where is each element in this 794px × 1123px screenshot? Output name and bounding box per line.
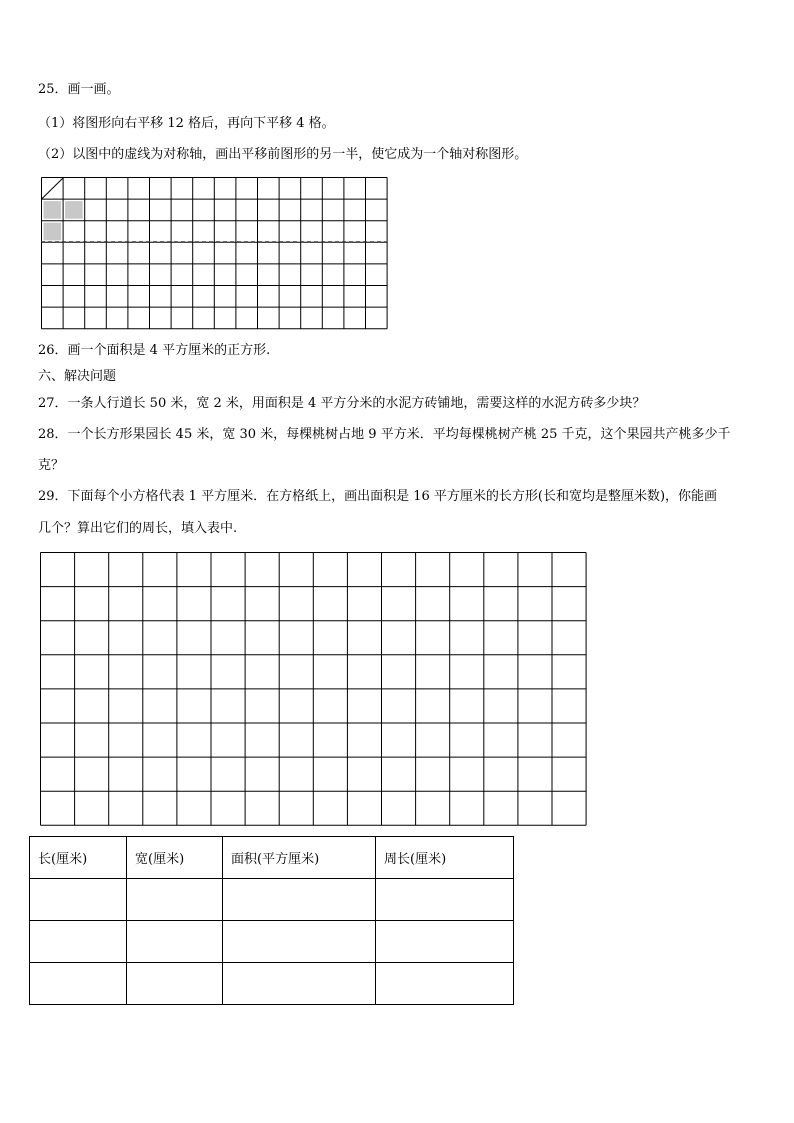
answer-cell[interactable] <box>223 879 376 921</box>
q28-line2: 克？ <box>38 458 65 473</box>
answer-cell[interactable] <box>127 921 223 963</box>
header-area: 面积(平方厘米) <box>223 837 376 879</box>
answer-cell[interactable] <box>223 963 376 1005</box>
answer-table <box>29 836 514 1005</box>
q26-text: 26．画一个面积是 4 平方厘米的正方形. <box>38 343 271 358</box>
q25-grid[interactable] <box>41 177 388 330</box>
q28-line1: 28．一个长方形果园长 45 米，宽 30 米，每棵桃树占地 9 平方米．平均每棵桃树产桃 25 千克，这个果园共产桃多少千 <box>38 427 731 442</box>
shaded-cell <box>44 223 62 241</box>
answer-cell[interactable] <box>30 963 127 1005</box>
header-length: 长(厘米) <box>30 837 127 879</box>
answer-cell[interactable] <box>127 963 223 1005</box>
header-perimeter: 周长(厘米) <box>376 837 514 879</box>
q29-line2: 几个？算出它们的周长，填入表中. <box>38 521 238 536</box>
table-row[interactable] <box>30 963 514 1005</box>
shaded-cell <box>44 201 62 219</box>
answer-cell[interactable] <box>376 963 514 1005</box>
table-row[interactable] <box>30 879 514 921</box>
header-width: 宽(厘米) <box>127 837 223 879</box>
q25-part2: （2）以图中的虚线为对称轴，画出平移前图形的另一半，使它成为一个轴对称图形。 <box>38 147 528 162</box>
answer-table-header <box>30 837 514 879</box>
q29-grid[interactable] <box>40 552 588 827</box>
q25-diagonal-edge <box>42 178 63 199</box>
q29-line1: 29．下面每个小方格代表 1 平方厘米．在方格纸上，画出面积是 16 平方厘米的长方形(长和宽均是整厘米数)，你能画 <box>38 489 718 504</box>
answer-cell[interactable] <box>223 921 376 963</box>
q27-text: 27．一条人行道长 50 米，宽 2 米，用面积是 4 平方分米的水泥方砖铺地，需要这样的水泥方砖多少块？ <box>38 396 646 411</box>
table-row[interactable] <box>30 921 514 963</box>
answer-cell[interactable] <box>30 921 127 963</box>
q29-grid-lines <box>41 553 587 826</box>
shaded-cell <box>65 201 83 219</box>
q25-title: 25．画一画。 <box>38 82 120 97</box>
answer-cell[interactable] <box>376 921 514 963</box>
q25-grid-lines <box>42 178 388 329</box>
answer-cell[interactable] <box>30 879 127 921</box>
q25-part1: （1）将图形向右平移 12 格后，再向下平移 4 格。 <box>38 116 335 131</box>
section6-title: 六、解决问题 <box>38 369 117 384</box>
answer-cell[interactable] <box>376 879 514 921</box>
answer-cell[interactable] <box>127 879 223 921</box>
